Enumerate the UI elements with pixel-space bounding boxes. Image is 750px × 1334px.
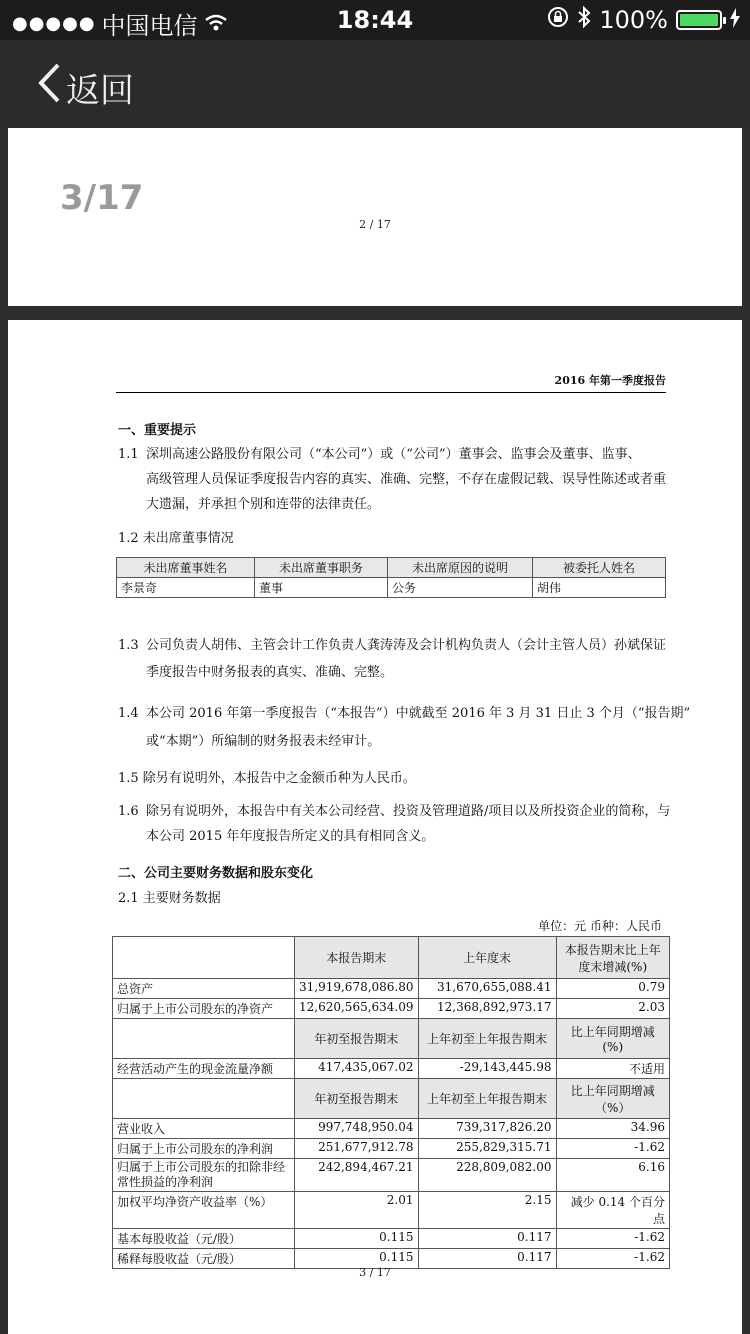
status-right [547,6,740,34]
table-row [113,979,670,999]
table-cell: 255,829,315.71 [418,1139,556,1159]
table-cell: 228,809,082.00 [418,1159,556,1192]
back-label: 返回 [66,71,134,111]
financial-data-table [112,936,670,1269]
table-cell: 减少 0.14 个百分点 [556,1192,669,1229]
table-header-cell: 未出席董事姓名 [117,558,255,578]
battery-icon [676,10,722,30]
table-cell: 0.117 [418,1249,556,1269]
table-cell: 2.03 [556,999,669,1019]
table-cell: 经营活动产生的现金流量净额 [113,1059,295,1079]
para-1-1-line2: 高级管理人员保证季度报告内容的真实、准确、完整，不存在虚假记载、误导性陈述或者重 [146,472,667,487]
table-cell: 2.01 [295,1192,419,1229]
document-page [8,320,742,1334]
table-cell: 0.115 [295,1249,419,1269]
table-header-row [117,558,666,578]
page-number: 3 / 17 [359,1266,391,1279]
page-counter: 3/17 [60,178,144,218]
table-header-cell: 本报告期末比上年度末增减(%) [556,937,669,979]
table-cell: -29,143,445.98 [418,1059,556,1079]
para-1-1-line3: 大遗漏，并承担个别和连带的法律责任。 [146,497,381,512]
table-cell: 34.96 [556,1119,669,1139]
table-row [113,1059,670,1079]
charging-icon [730,6,740,34]
table-cell: 归属于上市公司股东的扣除非经常性损益的净利润 [113,1159,295,1192]
chevron-left-icon [36,62,62,113]
table-header-cell: 未出席董事职务 [255,558,388,578]
unit-label: 单位：元 币种：人民币 [538,919,662,933]
table-cell: -1.62 [556,1229,669,1249]
table-cell: 12,620,565,634.09 [295,999,419,1019]
table-cell: 12,368,892,973.17 [418,999,556,1019]
table-cell: 李景奇 [117,578,255,598]
table-header-cell: 被委托人姓名 [533,558,666,578]
para-1-6-line2: 本公司 2015 年年度报告所定义的具有相同含义。 [146,829,435,844]
nav-bar [0,40,750,128]
table-cell: 0.117 [418,1229,556,1249]
table-cell: 2.15 [418,1192,556,1229]
table-header-cell: 年初至报告期末 [295,1019,419,1059]
table-header-cell: 比上年同期增减（%） [556,1079,669,1119]
absent-directors-table [116,557,666,598]
table-header-cell: 上年初至上年报告期末 [418,1079,556,1119]
table-cell: -1.62 [556,1249,669,1269]
table-cell: 不适用 [556,1059,669,1079]
table-cell: 31,670,655,088.41 [418,979,556,999]
table-header-cell: 未出席原因的说明 [388,558,533,578]
para-1-4-line2: 或“本期”）所编制的财务报表未经审计。 [146,734,381,749]
table-cell: 基本每股收益（元/股） [113,1229,295,1249]
table-row [117,578,666,598]
status-time: 18:44 [336,6,414,34]
table-cell: 加权平均净资产收益率（%） [113,1192,295,1229]
table-header-cell: 年初至报告期末 [295,1079,419,1119]
table-header-row [113,1079,670,1119]
section-title-2: 二、公司主要财务数据和股东变化 [118,866,314,881]
table-cell: 0.115 [295,1229,419,1249]
rotation-lock-icon [547,6,569,34]
para-1-3-num: 1.3 [118,638,139,653]
para-1-4-line1: 本公司 2016 年第一季度报告（“本报告”）中就截至 2016 年 3 月 31 日止 3 个月（“报告期” [146,706,691,721]
table-cell: 31,919,678,086.80 [295,979,419,999]
para-2-1: 2.1 主要财务数据 [118,891,221,906]
table-cell: 胡伟 [533,578,666,598]
table-cell: 归属于上市公司股东的净资产 [113,999,295,1019]
para-1-3-line1: 公司负责人胡伟、主管会计工作负责人龚涛涛及会计机构负责人（会计主管人员）孙斌保证 [146,638,667,653]
table-header-row [113,937,670,979]
para-1-3-line2: 季度报告中财务报表的真实、准确、完整。 [146,665,394,680]
table-cell: 6.16 [556,1159,669,1192]
table-cell: 营业收入 [113,1119,295,1139]
status-bar [0,0,750,40]
table-cell: 归属于上市公司股东的净利润 [113,1139,295,1159]
carrier-label: 中国电信 [101,12,198,40]
table-header-cell: 上年初至上年报告期末 [418,1019,556,1059]
bluetooth-icon [577,6,591,34]
table-cell: 稀释每股收益（元/股） [113,1249,295,1269]
signal-icon: ●●●●● [12,13,96,34]
table-row [113,999,670,1019]
table-cell: 997,748,950.04 [295,1119,419,1139]
table-cell: 0.79 [556,979,669,999]
section-title-1: 一、重要提示 [118,423,197,438]
para-1-5: 1.5 除另有说明外，本报告中之金额币种为人民币。 [118,771,416,786]
report-header: 2016 年第一季度报告 [116,372,666,393]
table-cell: 总资产 [113,979,295,999]
table-header-cell: 本报告期末 [295,937,419,979]
battery-percent: 100% [599,6,668,34]
table-row [113,1192,670,1229]
table-row [113,1229,670,1249]
table-header-cell: 上年度末 [418,937,556,979]
table-header-row [113,1019,670,1059]
table-cell: 417,435,067.02 [295,1059,419,1079]
para-1-2: 1.2 未出席董事情况 [118,531,234,546]
table-cell: -1.62 [556,1139,669,1159]
table-cell: 739,317,826.20 [418,1119,556,1139]
table-cell: 251,677,912.78 [295,1139,419,1159]
para-1-1-line1: 深圳高速公路股份有限公司（“本公司”）或（“公司”）董事会、监事会及董事、监事、 [146,447,641,462]
table-row [113,1119,670,1139]
para-1-6-line1: 除另有说明外，本报告中有关本公司经营、投资及管理道路/项目以及所投资企业的简称，与 [146,804,671,819]
page-number: 2 / 17 [359,218,391,231]
table-header-cell: 比上年同期增减(%) [556,1019,669,1059]
table-cell: 242,894,467.21 [295,1159,419,1192]
table-cell: 董事 [255,578,388,598]
para-1-1-num: 1.1 [118,447,139,462]
table-row [113,1139,670,1159]
para-1-4-num: 1.4 [118,706,139,721]
document-page-prev [8,128,742,306]
para-1-6-num: 1.6 [118,804,139,819]
table-row [113,1159,670,1192]
back-button[interactable] [36,62,134,113]
table-cell: 公务 [388,578,533,598]
